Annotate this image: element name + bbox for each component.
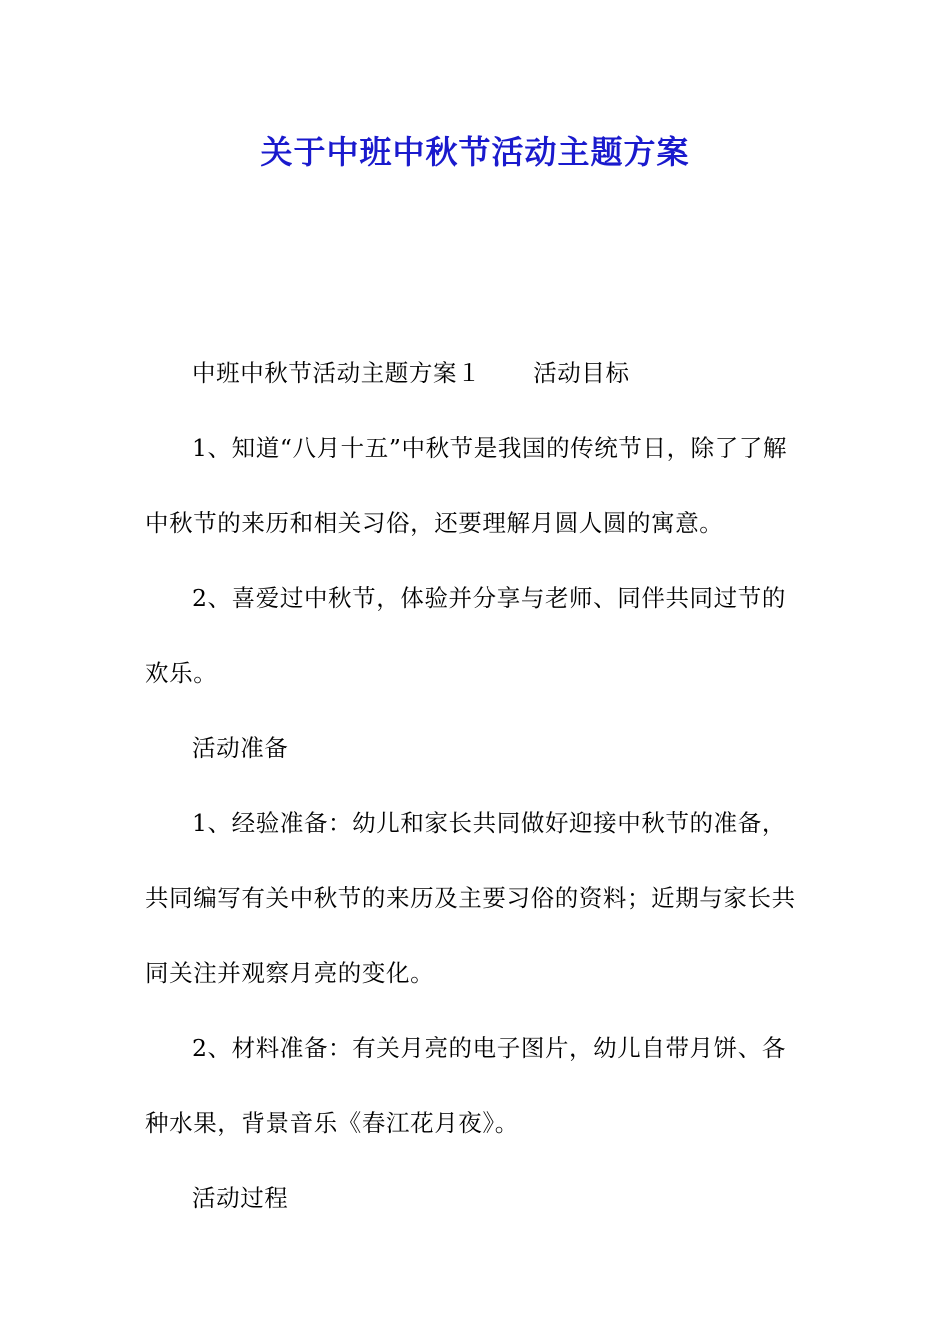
heading-preparation: 活动准备 bbox=[192, 734, 289, 762]
section-subtitle: 活动目标 bbox=[533, 359, 630, 387]
document-body bbox=[145, 336, 810, 1236]
heading-process: 活动过程 bbox=[192, 1184, 289, 1212]
paragraph-goal-2: 2、喜爱过中秋节，体验并分享与老师、同伴共同过节的欢乐。 bbox=[145, 584, 786, 687]
paragraph-prep-1: 1、经验准备：幼儿和家长共同做好迎接中秋节的准备，共同编写有关中秋节的来历及主要习俗的资料；近期与家长共同关注并观察月亮的变化。 bbox=[145, 809, 796, 987]
section-title: 中班中秋节活动主题方案１ bbox=[192, 359, 482, 387]
section-heading bbox=[145, 336, 810, 411]
paragraph-goal-1: 1、知道“八月十五”中秋节是我国的传统节日，除了了解中秋节的来历和相关习俗，还要理解月圆人圆的寓意。 bbox=[145, 434, 788, 537]
paragraph-prep-2: 2、材料准备：有关月亮的电子图片，幼儿自带月饼、各种水果，背景音乐《春江花月夜》。 bbox=[145, 1034, 786, 1137]
document-title: 关于中班中秋节活动主题方案 bbox=[260, 133, 690, 171]
